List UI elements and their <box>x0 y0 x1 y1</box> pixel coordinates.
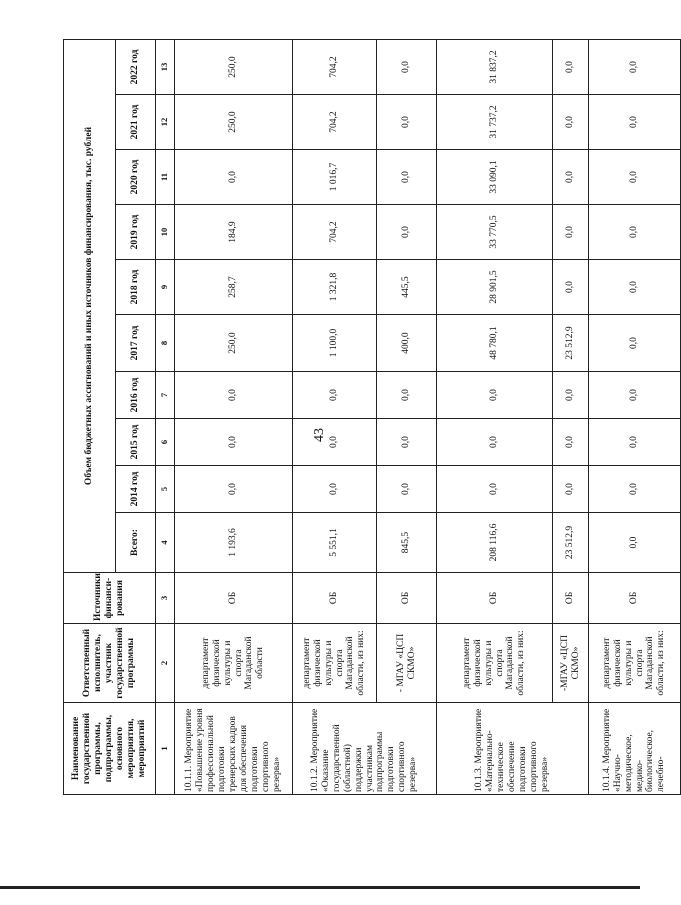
row-total: 845,5 <box>377 513 437 573</box>
page-number: 43 <box>312 428 327 442</box>
header-year: 2017 год <box>116 315 156 372</box>
row-year-value: 0,0 <box>377 95 437 150</box>
row-name: 10.1.3. Мероприятие «Материально-техническое обеспечение подготовки спортивного резерва» <box>437 703 589 795</box>
row-executor: департамент физической культуры и спорта Магаданской области, из них: <box>589 624 681 703</box>
row-year-value: 0,0 <box>589 315 681 372</box>
header-year: 2022 год <box>116 39 156 94</box>
row-year-value: 0,0 <box>437 419 553 466</box>
row-year-value: 1 016,7 <box>293 150 377 205</box>
row-year-value: 0,0 <box>589 95 681 150</box>
column-number: 3 <box>156 573 175 624</box>
row-source: ОБ <box>293 573 377 624</box>
row-year-value: 250,0 <box>175 315 293 372</box>
row-year-value: 23 512,9 <box>553 315 589 372</box>
bottom-rule <box>0 886 640 889</box>
row-year-value: 0,0 <box>589 205 681 260</box>
row-executor: - МГАУ «ЦСП СКМО» <box>377 624 437 703</box>
row-year-value: 704,2 <box>293 95 377 150</box>
row-executor: департамент физической культуры и спорта Магаданской области, из них: <box>293 624 377 703</box>
table-row <box>437 39 553 794</box>
row-year-value: 0,0 <box>589 419 681 466</box>
row-source: ОБ <box>175 573 293 624</box>
column-number: 13 <box>156 39 175 94</box>
row-year-value: 0,0 <box>553 39 589 94</box>
column-number: 10 <box>156 205 175 260</box>
row-year-value: 1 321,8 <box>293 260 377 315</box>
row-total: 1 193,6 <box>175 513 293 573</box>
row-year-value: 0,0 <box>293 466 377 513</box>
table-row <box>589 39 681 794</box>
row-year-value: 258,7 <box>175 260 293 315</box>
row-year-value: 31 837,2 <box>437 39 553 94</box>
row-name: 10.1.1. Мероприятие «Повышение уровня профессиональной подготовки тренерских кадров для обеспечения подготовки спортивного резерва» <box>175 703 293 795</box>
row-year-value: 0,0 <box>437 372 553 419</box>
row-year-value: 0,0 <box>589 372 681 419</box>
header-source: Источники финанси-рования <box>64 573 156 624</box>
table-row <box>175 39 293 794</box>
header-total: Всего: <box>116 513 156 573</box>
row-year-value: 0,0 <box>175 372 293 419</box>
row-year-value: 0,0 <box>589 150 681 205</box>
row-year-value: 250,0 <box>175 39 293 94</box>
row-total: 0,0 <box>589 513 681 573</box>
header-executor: Ответственный исполнитель, участник государственной программы <box>64 624 156 703</box>
header-year: 2014 год <box>116 466 156 513</box>
row-year-value: 0,0 <box>377 466 437 513</box>
row-year-value: 0,0 <box>553 466 589 513</box>
row-year-value: 0,0 <box>377 150 437 205</box>
header-funding-group: Объем бюджетных ассигнований и иных источников финансирования, тыс. рублей <box>64 39 116 572</box>
column-number: 6 <box>156 419 175 466</box>
row-year-value: 250,0 <box>175 95 293 150</box>
row-source: ОБ <box>377 573 437 624</box>
row-year-value: 0,0 <box>553 372 589 419</box>
row-year-value: 0,0 <box>293 372 377 419</box>
header-year: 2021 год <box>116 95 156 150</box>
column-number: 2 <box>156 624 175 703</box>
column-number: 9 <box>156 260 175 315</box>
column-number: 11 <box>156 150 175 205</box>
row-year-value: 0,0 <box>377 205 437 260</box>
row-source: ОБ <box>553 573 589 624</box>
row-year-value: 0,0 <box>175 150 293 205</box>
table-row <box>293 39 377 794</box>
column-number: 1 <box>156 703 175 795</box>
header-year: 2020 год <box>116 150 156 205</box>
row-year-value: 0,0 <box>437 466 553 513</box>
header-year: 2015 год <box>116 419 156 466</box>
row-year-value: 0,0 <box>553 95 589 150</box>
row-executor: -МГАУ «ЦСП СКМО» <box>553 624 589 703</box>
row-source: ОБ <box>589 573 681 624</box>
row-year-value: 1 100,0 <box>293 315 377 372</box>
column-number: 4 <box>156 513 175 573</box>
row-year-value: 704,2 <box>293 205 377 260</box>
row-year-value: 184,9 <box>175 205 293 260</box>
column-number: 7 <box>156 372 175 419</box>
row-executor: департамент физической культуры и спорта Магаданской области <box>175 624 293 703</box>
row-year-value: 0,0 <box>175 466 293 513</box>
row-total: 23 512,9 <box>553 513 589 573</box>
column-number: 8 <box>156 315 175 372</box>
table-row <box>377 39 437 794</box>
row-year-value: 0,0 <box>553 205 589 260</box>
row-year-value: 0,0 <box>589 466 681 513</box>
funding-table <box>63 39 681 795</box>
row-name: 10.1.2. Мероприятие «Оказание государственной (областной) поддержки участникам подпрограммы подготовки спортивного резерва» <box>293 703 437 795</box>
row-name: 10.1.4. Мероприятие «Научно-методическое, медико-биологическое, лечебно- <box>589 703 681 795</box>
header-name: Наименование государственной программы, подпрограммы, основного мероприятия, мероприятий <box>64 703 156 795</box>
header-year: 2019 год <box>116 205 156 260</box>
row-year-value: 0,0 <box>589 260 681 315</box>
row-year-value: 0,0 <box>553 260 589 315</box>
row-year-value: 28 901,5 <box>437 260 553 315</box>
column-number: 12 <box>156 95 175 150</box>
row-year-value: 0,0 <box>377 39 437 94</box>
row-year-value: 0,0 <box>293 419 377 466</box>
row-year-value: 48 780,1 <box>437 315 553 372</box>
row-year-value: 0,0 <box>589 39 681 94</box>
table-row <box>553 39 589 794</box>
row-source: ОБ <box>437 573 553 624</box>
row-total: 5 551,1 <box>293 513 377 573</box>
row-year-value: 33 090,1 <box>437 150 553 205</box>
row-year-value: 445,5 <box>377 260 437 315</box>
row-total: 208 116,6 <box>437 513 553 573</box>
row-year-value: 0,0 <box>377 419 437 466</box>
row-year-value: 0,0 <box>553 419 589 466</box>
row-year-value: 0,0 <box>553 150 589 205</box>
header-year: 2016 год <box>116 372 156 419</box>
row-executor: департамент физической культуры и спорта Магаданской области, из них: <box>437 624 553 703</box>
row-year-value: 704,2 <box>293 39 377 94</box>
row-year-value: 33 770,5 <box>437 205 553 260</box>
row-year-value: 0,0 <box>377 372 437 419</box>
row-year-value: 400,0 <box>377 315 437 372</box>
row-year-value: 31 737,2 <box>437 95 553 150</box>
header-year: 2018 год <box>116 260 156 315</box>
column-number: 5 <box>156 466 175 513</box>
row-year-value: 0,0 <box>175 419 293 466</box>
